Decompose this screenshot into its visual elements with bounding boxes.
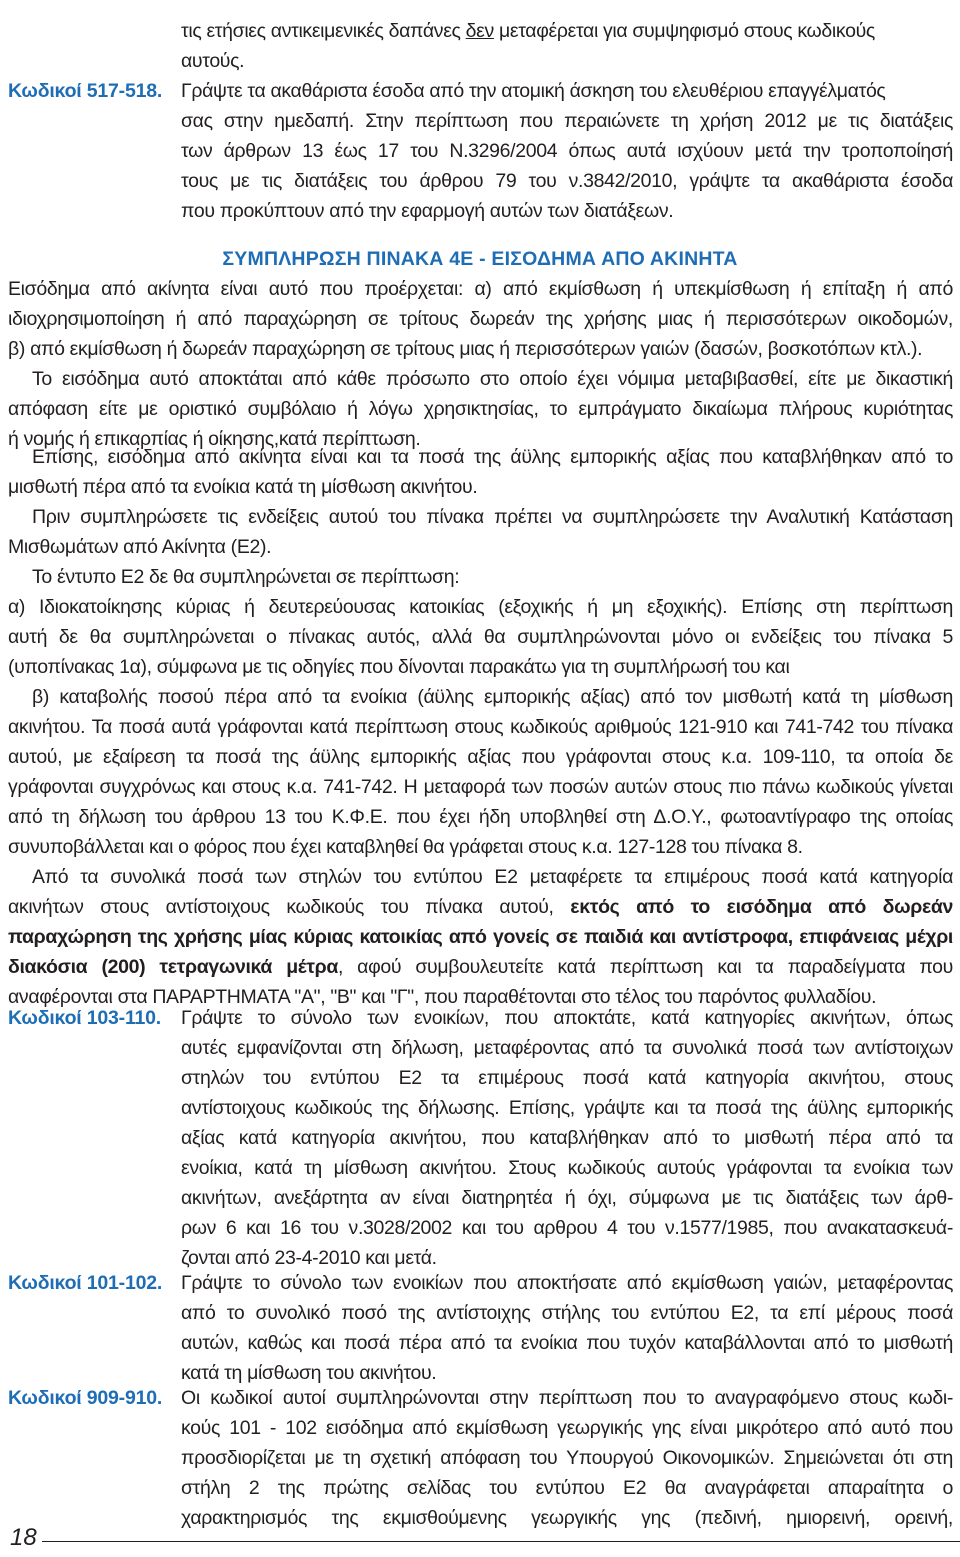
text-line: αντίστοιχους κωδικούς της δήλωσης. Επίσης, γράψτε και τα ποσά της άϋλης εμπορικής <box>181 1097 953 1119</box>
text-line: Γράψτε το σύνολο των ενοικίων, που αποκτάτε, κατά κατηγορίες ακινήτων, όπως <box>181 1007 953 1029</box>
text-line: μισθωτή πέρα από τα ενοίκια κατά τη μίσθωση ακινήτου. <box>8 476 478 498</box>
text-line: σας στην ημεδαπή. Στην περίπτωση που περαιώνετε τη χρήση 2012 με τις διατάξεις <box>181 110 953 132</box>
text-line: αυτούς. <box>181 50 245 72</box>
text-line: αυτές εμφανίζονται στη δήλωση, μεταφέροντας από τα συνολικά ποσά των αντίστοιχων <box>181 1037 953 1059</box>
text-line: αξίας κατά κατηγορία ακινήτου, που καταβλήθηκαν από το μισθωτή πέρα από τα <box>181 1127 953 1149</box>
text-line: γράφονται συγχρόνως και στους κ.α. 741-742. Η μεταφορά των ποσών αυτών στους πιο πάνω κωδικούς γίνεται <box>8 776 953 798</box>
text-line: από τη δήλωση του άρθρου 13 του Κ.Φ.Ε. που έχει ήδη υποβληθεί στη Δ.Ο.Υ., φωτοαντίγραφο της οποίας <box>8 806 953 828</box>
text-line: Γράψτε τα ακαθάριστα έσοδα από την ατομική άσκηση του ελευθέριου επαγγέλματός <box>181 80 886 102</box>
text-line: ζονται από 23-4-2010 και μετά. <box>181 1247 437 1269</box>
text-line: ιδιοχρησιμοποίηση ή από παραχώρηση σε τρίτους δωρεάν της χρήσης μιας ή περισσότερων οικοδομών, <box>8 308 953 330</box>
text-line: προσδιορίζεται με τη σχετική απόφαση του Υπουργού Οικονομικών. Σημειώνεται ότι στη <box>181 1447 953 1469</box>
text-line: β) από εκμίσθωση ή δωρεάν παραχώρηση σε τρίτους μιας ή περισσότερων γαιών (δασών, βοσκοτόπων κτλ.). <box>8 338 923 360</box>
footer-rule <box>42 1541 960 1542</box>
text-line: αυτού, με εξαίρεση τα ποσά της άϋλης εμπορικής αξίας που γράφονται στους κ.α. 109-110, τα οποία δε <box>8 746 953 768</box>
text-line: συνυποβάλλεται και ο φόρος που έχει καταβληθεί θα γράφεται στους κ.α. 127-128 του πίνακα 8. <box>8 836 803 858</box>
text-line: χαρακτηρισμός της εκμισθούμενης γεωργικής γης (πεδινή, ημιορεινή, ορεινή, <box>181 1507 953 1529</box>
text-line: Από τα συνολικά ποσά των στηλών του εντύπου Ε2 μεταφέρετε τα επιμέρους ποσά κατά κατηγορία <box>32 866 953 888</box>
text-line: στηλών του εντύπου Ε2 τα επιμέρους ποσά κατά κατηγορία ακινήτου, στους <box>181 1067 953 1089</box>
text-line: Το έντυπο Ε2 δε θα συμπληρώνεται σε περίπτωση: <box>32 566 460 588</box>
text-line: ακινήτων, ανεξάρτητα αν είναι διατηρητέα ή όχι, σύμφωνα με τις διατάξεις των άρθ- <box>181 1187 953 1209</box>
text-line: β) καταβολής ποσού πέρα από τα ενοίκια (άϋλης εμπορικής αξίας) από τον μισθωτή κατά τη μίσθωση <box>32 686 953 708</box>
text-line: Οι κωδικοί αυτοί συμπληρώνονται στην περίπτωση που το αναγραφόμενο στους κωδι- <box>181 1387 953 1409</box>
text-line: Το εισόδημα αυτό αποκτάται από κάθε πρόσωπο στο οποίο έχει νόμιμα μεταβιβασθεί, είτε με δικαστική <box>32 368 953 390</box>
text-line: ή νομής ή επικαρπίας ή οίκησης,κατά περίπτωση. <box>8 428 421 450</box>
text-line: τους με τις διατάξεις του άρθρου 79 του ν.3842/2010, γράψτε τα ακαθάριστα έσοδα <box>181 170 953 192</box>
text-line: Πριν συμπληρώσετε τις ενδείξεις αυτού του πίνακα πρέπει να συμπληρώσετε την Αναλυτική Κατάσταση <box>32 506 953 528</box>
text-line-bold: παραχώρηση της χρήσης μίας κύριας κατοικίας από γονείς σε παιδιά και αντίστροφα, επιφάνειας μέχρι <box>8 926 953 948</box>
text-line: Επίσης, εισόδημα από ακίνητα είναι και τα ποσά της άϋλης εμπορικής αξίας που καταβλήθηκαν από το <box>32 446 953 468</box>
text-line: κατά τη μίσθωση του ακινήτου. <box>181 1362 437 1384</box>
text-line: διακόσια (200) τετραγωνικά μέτρα, αφού συμβουλευτείτε κατά περίπτωση και τα παραδείγματα που <box>8 956 953 978</box>
code-label-517-518: Κωδικοί 517-518. <box>8 80 163 102</box>
text-line: από το συνολικό ποσό της αντίστοιχης στήλης του εντύπου Ε2, τα επί μέρους ποσά <box>181 1302 953 1324</box>
text-line: Εισόδημα από ακίνητα είναι αυτό που προέρχεται: α) από εκμίσθωση ή υπεκμίσθωση ή επίταξη ή από <box>8 278 953 300</box>
text-line: ρων 6 και 16 του ν.3028/2002 και του αρθρου 4 του ν.1577/1985, που ανακατασκευά- <box>181 1217 953 1239</box>
section-heading: ΣΥΜΠΛΗΡΩΣΗ ΠΙΝΑΚΑ 4Ε - ΕΙΣΟΔΗΜΑ ΑΠΟ ΑΚΙΝΗΤΑ <box>222 248 738 270</box>
text-line: των άρθρων 13 έως 17 του Ν.3296/2004 όπως αυτά ισχύουν μετά την τροποποίησή <box>181 140 953 162</box>
text-line: (υποπίνακας 1α), σύμφωνα με τις οδηγίες που δίνονται παρακάτω για τη συμπλήρωσή του και <box>8 656 790 678</box>
page-number: 18 <box>10 1524 37 1551</box>
text-line: α) Ιδιοκατοίκησης κύριας ή δευτερεύουσας κατοικίας (εξοχικής ή μη εξοχικής). Επίσης στη περίπτωση <box>8 596 953 618</box>
code-label-101-102: Κωδικοί 101-102. <box>8 1272 163 1294</box>
text-line: αυτή δε θα συμπληρώνεται ο πίνακας αυτός, αλλά θα συμπληρώνονται μόνο οι ενδείξεις του πίνακα 5 <box>8 626 953 648</box>
text-line: στήλη 2 της πρώτης σελίδας του εντύπου Ε2 θα αναγράφεται απαραίτητα ο <box>181 1477 953 1499</box>
text-line: ακινήτων στους αντίστοιχους κωδικούς του πίνακα αυτού, εκτός από το εισόδημα από δωρεάν <box>8 896 953 918</box>
text-line: κούς 101 - 102 εισόδημα από εκμίσθωση γεωργικής γης είναι μικρότερο από αυτό που <box>181 1417 953 1439</box>
text-line: ενοίκια, κατά τη μίσθωση ακινήτου. Στους κωδικούς αυτούς γράφονται τα ενοίκια των <box>181 1157 953 1179</box>
text-line: Γράψτε το σύνολο των ενοικίων που αποκτήσατε από εκμίσθωση γαιών, μεταφέροντας <box>181 1272 953 1294</box>
code-label-909-910: Κωδικοί 909-910. <box>8 1387 163 1409</box>
text-line: αυτών, καθώς και ποσά πέρα από τα ενοίκια που τυχόν καταβάλλονται από το μισθωτή <box>181 1332 953 1354</box>
text-line: ακινήτου. Τα ποσά αυτά γράφονται κατά περίπτωση στους κωδικούς αριθμούς 121-910 και 741-742 του πίνακα <box>8 716 953 738</box>
text-line: αναφέρονται στα ΠΑΡΑΡΤΗΜΑΤΑ "Α", "Β" και "Γ", που παραθέτονται στο τέλος του παρόντος φυλλαδίου. <box>8 986 877 1008</box>
text-line: που προκύπτουν από την εφαρμογή αυτών των διατάξεων. <box>181 200 674 222</box>
text-line: Μισθωμάτων από Ακίνητα (Ε2). <box>8 536 272 558</box>
text-line: απόφαση είτε με οριστικό συμβόλαιο ή λόγω χρησικτησίας, το εμπράγματο δικαίωμα πλήρους κυριότητας <box>8 398 953 420</box>
text-line: τις ετήσιες αντικειμενικές δαπάνες δεν μεταφέρεται για συμψηφισμό στους κωδικούς <box>181 20 875 42</box>
code-label-103-110: Κωδικοί 103-110. <box>8 1007 162 1029</box>
